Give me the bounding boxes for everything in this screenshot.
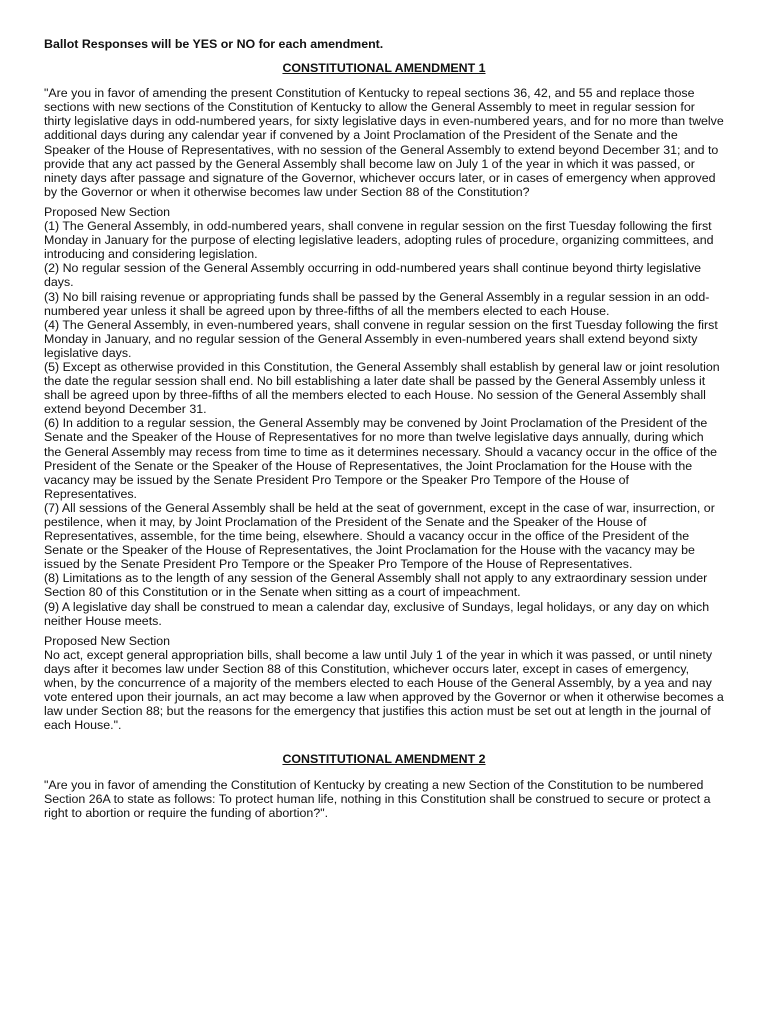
proposed-section-label: Proposed New Section [44,204,171,219]
ballot-document [44,37,724,826]
section-item: (1) The General Assembly, in odd-numbered years, shall convene in regular session on the first Tuesday following the first Monday in January for the purpose of electing legislative leaders, adopting rules of procedure, organizing committees, and introducing and considering legislation. [44,219,714,262]
section-item: (8) Limitations as to the length of any session of the General Assembly shall not apply to any extraordinary session under Section 80 of this Constitution or in the Senate when sitting as a court of impeachment. [44,571,708,600]
section-item: (3) No bill raising revenue or appropriating funds shall be passed by the General Assembly in a regular session in an odd-numbered year unless it shall be agreed upon by three-fifths of all the members elected to each House. [44,289,710,318]
section-text: No act, except general appropriation bills, shall become a law until July 1 of the year in which it was passed, or until ninety days after it becomes law under Section 88 of this Constitution, whichever occurs later, except in cases of emergency, when, by the concurrence of a majority of the members elected to each House of the General Assembly, by a yea and nay vote entered upon their journals, an act may become a law when approved by the Governor or when it otherwise becomes a law under Section 88; but the reasons for the emergency that justifies this action must be set out at length in the journal of each House.". [44,647,724,733]
section-item: (9) A legislative day shall be construed to mean a calendar day, exclusive of Sundays, legal holidays, or any day on which neither House meets. [44,599,710,628]
section-item: (4) The General Assembly, in even-numbered years, shall convene in regular session on the first Tuesday following the first Monday in January, and no regular session of the General Assembly in even-numbered years shall extend beyond sixty legislative days. [44,317,718,360]
amendment-2-question: "Are you in favor of amending the Constitution of Kentucky by creating a new Section of the Constitution to be numbered Section 26A to state as follows: To protect human life, nothing in this Constitution shall be construed to secure or protect a right to abortion or require the funding of abortion?". [44,777,711,820]
ballot-intro: Ballot Responses will be YES or NO for each amendment. [44,37,384,51]
section-item: (6) In addition to a regular session, the General Assembly may be convened by Joint Proclamation of the President of the Senate and the Speaker of the House of Representatives for no more than twelve legislative days annually, during which the General Assembly may recess from time to time as it determines necessary. Should a vacancy occur in the office of the President of the Senate or the Speaker of the House of Representatives, the Joint Proclamation for the House with the vacancy may be issued by the Senate President Pro Tempore or the Speaker Pro Tempore of the House of Representatives. [44,416,718,501]
section-item: (7) All sessions of the General Assembly shall be held at the seat of government, except in the case of war, insurrection, or pestilence, when it may, by Joint Proclamation of the President of the Senate and the Speaker of the House of Representatives, assemble, for the time being, elsewhere. Should a vacancy occur in the office of the President of the Senate or the Speaker of the House of Representatives, the Joint Proclamation for the House with the vacancy may be issued by the Senate President Pro Tempore or the Speaker Pro Tempore of the House of Representatives. [44,500,715,572]
proposed-section-label: Proposed New Section [44,633,171,648]
section-item: (2) No regular session of the General Assembly occurring in odd-numbered years shall continue beyond thirty legislative days. [44,261,702,290]
spacer [44,732,724,752]
amendment-1-proposed-section-2 [44,634,724,733]
section-item: (5) Except as otherwise provided in this Constitution, the General Assembly shall establish by general law or joint resolution the date the regular session shall end. No bill establishing a later date shall be passed by the General Assembly unless it shall be agreed upon by three-fifths of all the members elected to each House. No session of the General Assembly shall extend beyond December 31. [44,359,720,417]
amendment-1-heading: CONSTITUTIONAL AMENDMENT 1 [282,61,486,76]
amendment-1-question: "Are you in favor of amending the present Constitution of Kentucky to repeal sections 36, 42, and 55 and replace those sections with new sections of the Constitution of Kentucky to allow the General Assembly to meet in regular session for thirty legislative days in odd-numbered years, for sixty legislative days in even-numbered years, and for no more than twelve additional days during any calendar year if convened by a Joint Proclamation of the President of the Senate and the Speaker of the House of Representatives, with no session of the General Assembly to extend beyond December 31; and to provide that any act passed by the General Assembly shall become law on July 1 of the year in which it was passed, or ninety days after passage and signature of the Governor, whichever occurs later, or in cases of emergency when approved by the Governor or when it otherwise becomes law under Section 88 of the Constitution? [44,86,724,199]
amendment-2-heading: CONSTITUTIONAL AMENDMENT 2 [282,752,486,767]
amendment-1-proposed-section-1 [44,205,724,628]
